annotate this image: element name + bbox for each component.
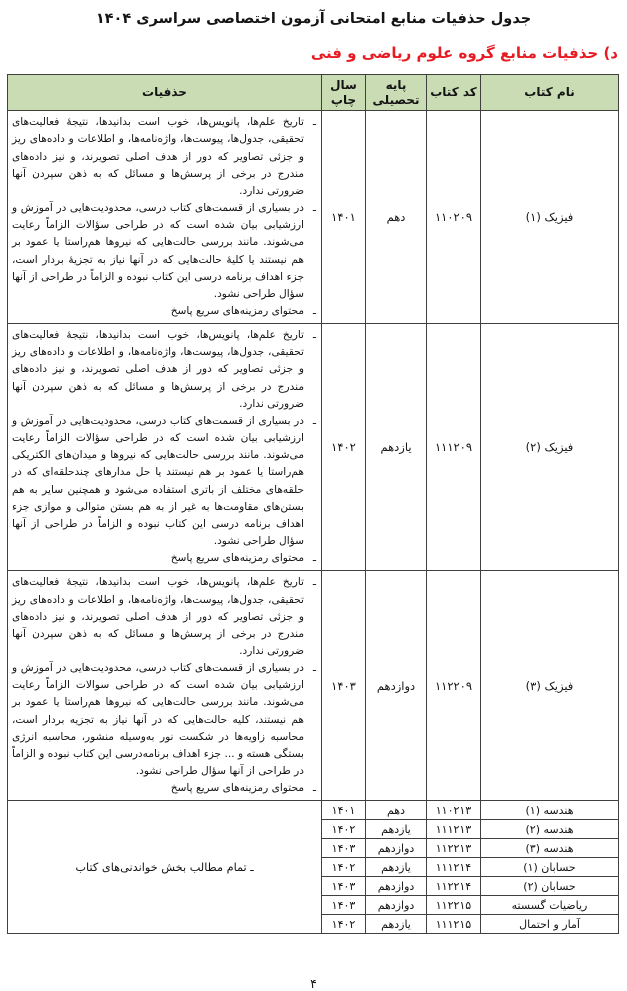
merged-deletions-cell bbox=[8, 801, 322, 934]
book-code: ۱۱۰۲۱۳ bbox=[427, 801, 481, 820]
dash-icon: ـ bbox=[312, 552, 316, 565]
grade: یازدهم bbox=[366, 858, 427, 877]
deletion-text: تاریخ علم‌ها، پانویس‌ها، خوب است بدانیدها، نتیجهٔ فعالیت‌های تحقیقی، جدول‌ها، پیوست‌ها، واژه‌نامه‌ها، و اطلاعات و داده‌های ریز و جزئی تصاویر که دور از هدف اصلی تصویرند، و نیز داده‌های مندرج در برخی از پرسش‌ها و مسائل که به ذهن سپردن آنها ضرورتی ندارد. bbox=[12, 329, 304, 410]
grade: دوازدهم bbox=[366, 571, 427, 801]
print-year: ۱۴۰۲ bbox=[322, 858, 366, 877]
deletion-item bbox=[12, 550, 316, 567]
print-year: ۱۴۰۳ bbox=[322, 571, 366, 801]
book-name: ریاضیات گسسته bbox=[481, 896, 619, 915]
deletions-cell bbox=[8, 324, 322, 571]
grade: دوازدهم bbox=[366, 839, 427, 858]
book-code: ۱۱۰۲۰۹ bbox=[427, 111, 481, 324]
page-title: جدول حذفیات منابع امتحانی آزمون اختصاصی سراسری ۱۴۰۴ bbox=[95, 11, 532, 27]
deletion-item bbox=[12, 660, 316, 780]
book-name: حسابان (۱) bbox=[481, 858, 619, 877]
book-name: حسابان (۲) bbox=[481, 877, 619, 896]
book-code: ۱۱۲۲۰۹ bbox=[427, 571, 481, 801]
deletion-text: در بسیاری از قسمت‌های کتاب درسی، محدودیت‌هایی در آموزش و ارزشیابی بیان شده است که در طراحی سؤالات الزاماً رعایت می‌شوند. مانند بررسی حالت‌هایی که نیروها هم‌راستا یا عمود بر هم نیستند یا کلیهٔ حالت‌هایی که در آنها نیاز به تجزیهٔ بردار است، جزء اهداف برنامه درسی این کتاب نبوده و الزاماً در طراحی از آنها سؤال طراحی نشود. bbox=[12, 202, 304, 300]
dash-icon: ـ bbox=[312, 202, 316, 215]
table-row-physics-3 bbox=[8, 571, 619, 801]
dash-icon: ـ bbox=[312, 305, 316, 318]
print-year: ۱۴۰۳ bbox=[322, 877, 366, 896]
book-name: فیزیک (۱) bbox=[481, 111, 619, 324]
dash-icon: ـ bbox=[312, 116, 316, 129]
deletion-item bbox=[12, 780, 316, 797]
deletions-table bbox=[7, 74, 619, 934]
deletion-text: تاریخ علم‌ها، پانویس‌ها، خوب است بدانیدها، نتیجهٔ فعالیت‌های تحقیقی، جدول‌ها، پیوست‌ها، واژه‌نامه‌ها، و اطلاعات و داده‌های ریز و جزئی تصاویر که دور از هدف اصلی تصویرند، و نیز داده‌های مندرج در برخی از پرسش‌ها و مسائل که به ذهن سپردن آنها ضرورتی ندارد. bbox=[12, 576, 304, 657]
deletion-text: در بسیاری از قسمت‌های کتاب درسی، محدودیت‌هایی در آموزش و ارزشیابی بیان شده است که در طراحی سؤالات الزاماً رعایت می‌شوند. مانند بررسی حالت‌هایی که نیروها و میدان‌های الکتریکی هم‌راستا یا عمود بر هم نیستند یا حل مدارهای چندحلقه‌ای که در حلقه‌های مختلف از باتری استفاده می‌شود و همچنین سایر به هم بستن‌های مقاومت‌ها به غیر از به هم بستن متوالی و موازی جزء اهداف برنامه درسی این کتاب نبوده و الزاماً در طراحی از آنها سؤال طراحی نشود. bbox=[12, 414, 304, 548]
book-code: ۱۱۱۲۰۹ bbox=[427, 324, 481, 571]
grade: دوازدهم bbox=[366, 896, 427, 915]
header-book-code: کد کتاب bbox=[427, 75, 481, 111]
deletion-text: تاریخ علم‌ها، پانویس‌ها، خوب است بدانیدها، نتیجهٔ فعالیت‌های تحقیقی، جدول‌ها، پیوست‌ها، واژه‌نامه‌ها، و اطلاعات و داده‌های ریز و جزئی تصاویر که دور از هدف اصلی تصویرند، و نیز داده‌های مندرج در برخی از پرسش‌ها و مسائل که به ذهن سپردن آنها ضرورتی ندارد. bbox=[12, 116, 304, 197]
book-name: هندسه (۳) bbox=[481, 839, 619, 858]
book-code: ۱۱۲۲۱۵ bbox=[427, 896, 481, 915]
header-print-year: سال چاپ bbox=[322, 75, 366, 111]
header-deletions: حذفیات bbox=[8, 75, 322, 111]
table-header-row bbox=[8, 75, 619, 111]
grade: دهم bbox=[366, 111, 427, 324]
deletion-text: تمام مطالب بخش خواندنی‌های کتاب bbox=[75, 860, 247, 874]
table-row-physics-2 bbox=[8, 324, 619, 571]
deletion-item bbox=[12, 114, 316, 200]
grade: یازدهم bbox=[366, 820, 427, 839]
print-year: ۱۴۰۲ bbox=[322, 820, 366, 839]
dash-icon: ـ bbox=[250, 860, 254, 874]
book-code: ۱۱۱۲۱۳ bbox=[427, 820, 481, 839]
header-book-name: نام کتاب bbox=[481, 75, 619, 111]
page-number: ۴ bbox=[310, 976, 317, 991]
book-name: آمار و احتمال bbox=[481, 915, 619, 934]
print-year: ۱۴۰۱ bbox=[322, 801, 366, 820]
grade: دهم bbox=[366, 801, 427, 820]
print-year: ۱۴۰۳ bbox=[322, 839, 366, 858]
book-name: فیزیک (۳) bbox=[481, 571, 619, 801]
deletions-cell bbox=[8, 111, 322, 324]
deletion-item bbox=[12, 327, 316, 413]
deletion-item bbox=[12, 200, 316, 303]
table-row-physics-1 bbox=[8, 111, 619, 324]
dash-icon: ـ bbox=[312, 329, 316, 342]
header-grade: پایه تحصیلی bbox=[366, 75, 427, 111]
print-year: ۱۴۰۲ bbox=[322, 915, 366, 934]
deletion-text: محتوای رمزینه‌های سریع پاسخ bbox=[170, 782, 304, 795]
deletion-item bbox=[12, 574, 316, 660]
book-code: ۱۱۲۲۱۴ bbox=[427, 877, 481, 896]
grade: یازدهم bbox=[366, 915, 427, 934]
book-name: فیزیک (۲) bbox=[481, 324, 619, 571]
table-row-geometry-1 bbox=[8, 801, 619, 820]
section-heading: د) حذفیات منابع گروه علوم ریاضی و فنی bbox=[310, 44, 618, 63]
deletion-item bbox=[12, 413, 316, 550]
dash-icon: ـ bbox=[312, 782, 316, 795]
dash-icon: ـ bbox=[312, 576, 316, 589]
deletion-item bbox=[12, 303, 316, 320]
deletions-cell bbox=[8, 571, 322, 801]
dash-icon: ـ bbox=[312, 662, 316, 675]
book-name: هندسه (۱) bbox=[481, 801, 619, 820]
print-year: ۱۴۰۳ bbox=[322, 896, 366, 915]
book-code: ۱۱۱۲۱۵ bbox=[427, 915, 481, 934]
dash-icon: ـ bbox=[312, 414, 316, 427]
print-year: ۱۴۰۲ bbox=[322, 324, 366, 571]
deletion-text: محتوای رمزینه‌های سریع پاسخ bbox=[170, 552, 304, 565]
grade: یازدهم bbox=[366, 324, 427, 571]
print-year: ۱۴۰۱ bbox=[322, 111, 366, 324]
book-code: ۱۱۲۲۱۳ bbox=[427, 839, 481, 858]
book-code: ۱۱۱۲۱۴ bbox=[427, 858, 481, 877]
book-name: هندسه (۲) bbox=[481, 820, 619, 839]
deletion-text: در بسیاری از قسمت‌های کتاب درسی، محدودیت‌هایی در آموزش و ارزشیابی بیان شده است که در طراحی سوالات الزاماً رعایت می‌شوند. مانند بررسی حالت‌هایی که نیروها هم‌راستا یا عمود بر هم نیستند، کلیه حالت‌هایی که در آنها نیاز به تجزیه بردار است، محاسبه زاویه‌ها در شکست نور به‌وسیله منشور، محاسبه انرژی بستگی هسته و ... جزء اهداف برنامه‌درسی این کتاب نبوده و الزاماً در طراحی از آنها سؤال طراحی نشود. bbox=[12, 662, 304, 778]
grade: دوازدهم bbox=[366, 877, 427, 896]
deletion-text: محتوای رمزینه‌های سریع پاسخ bbox=[170, 305, 304, 318]
